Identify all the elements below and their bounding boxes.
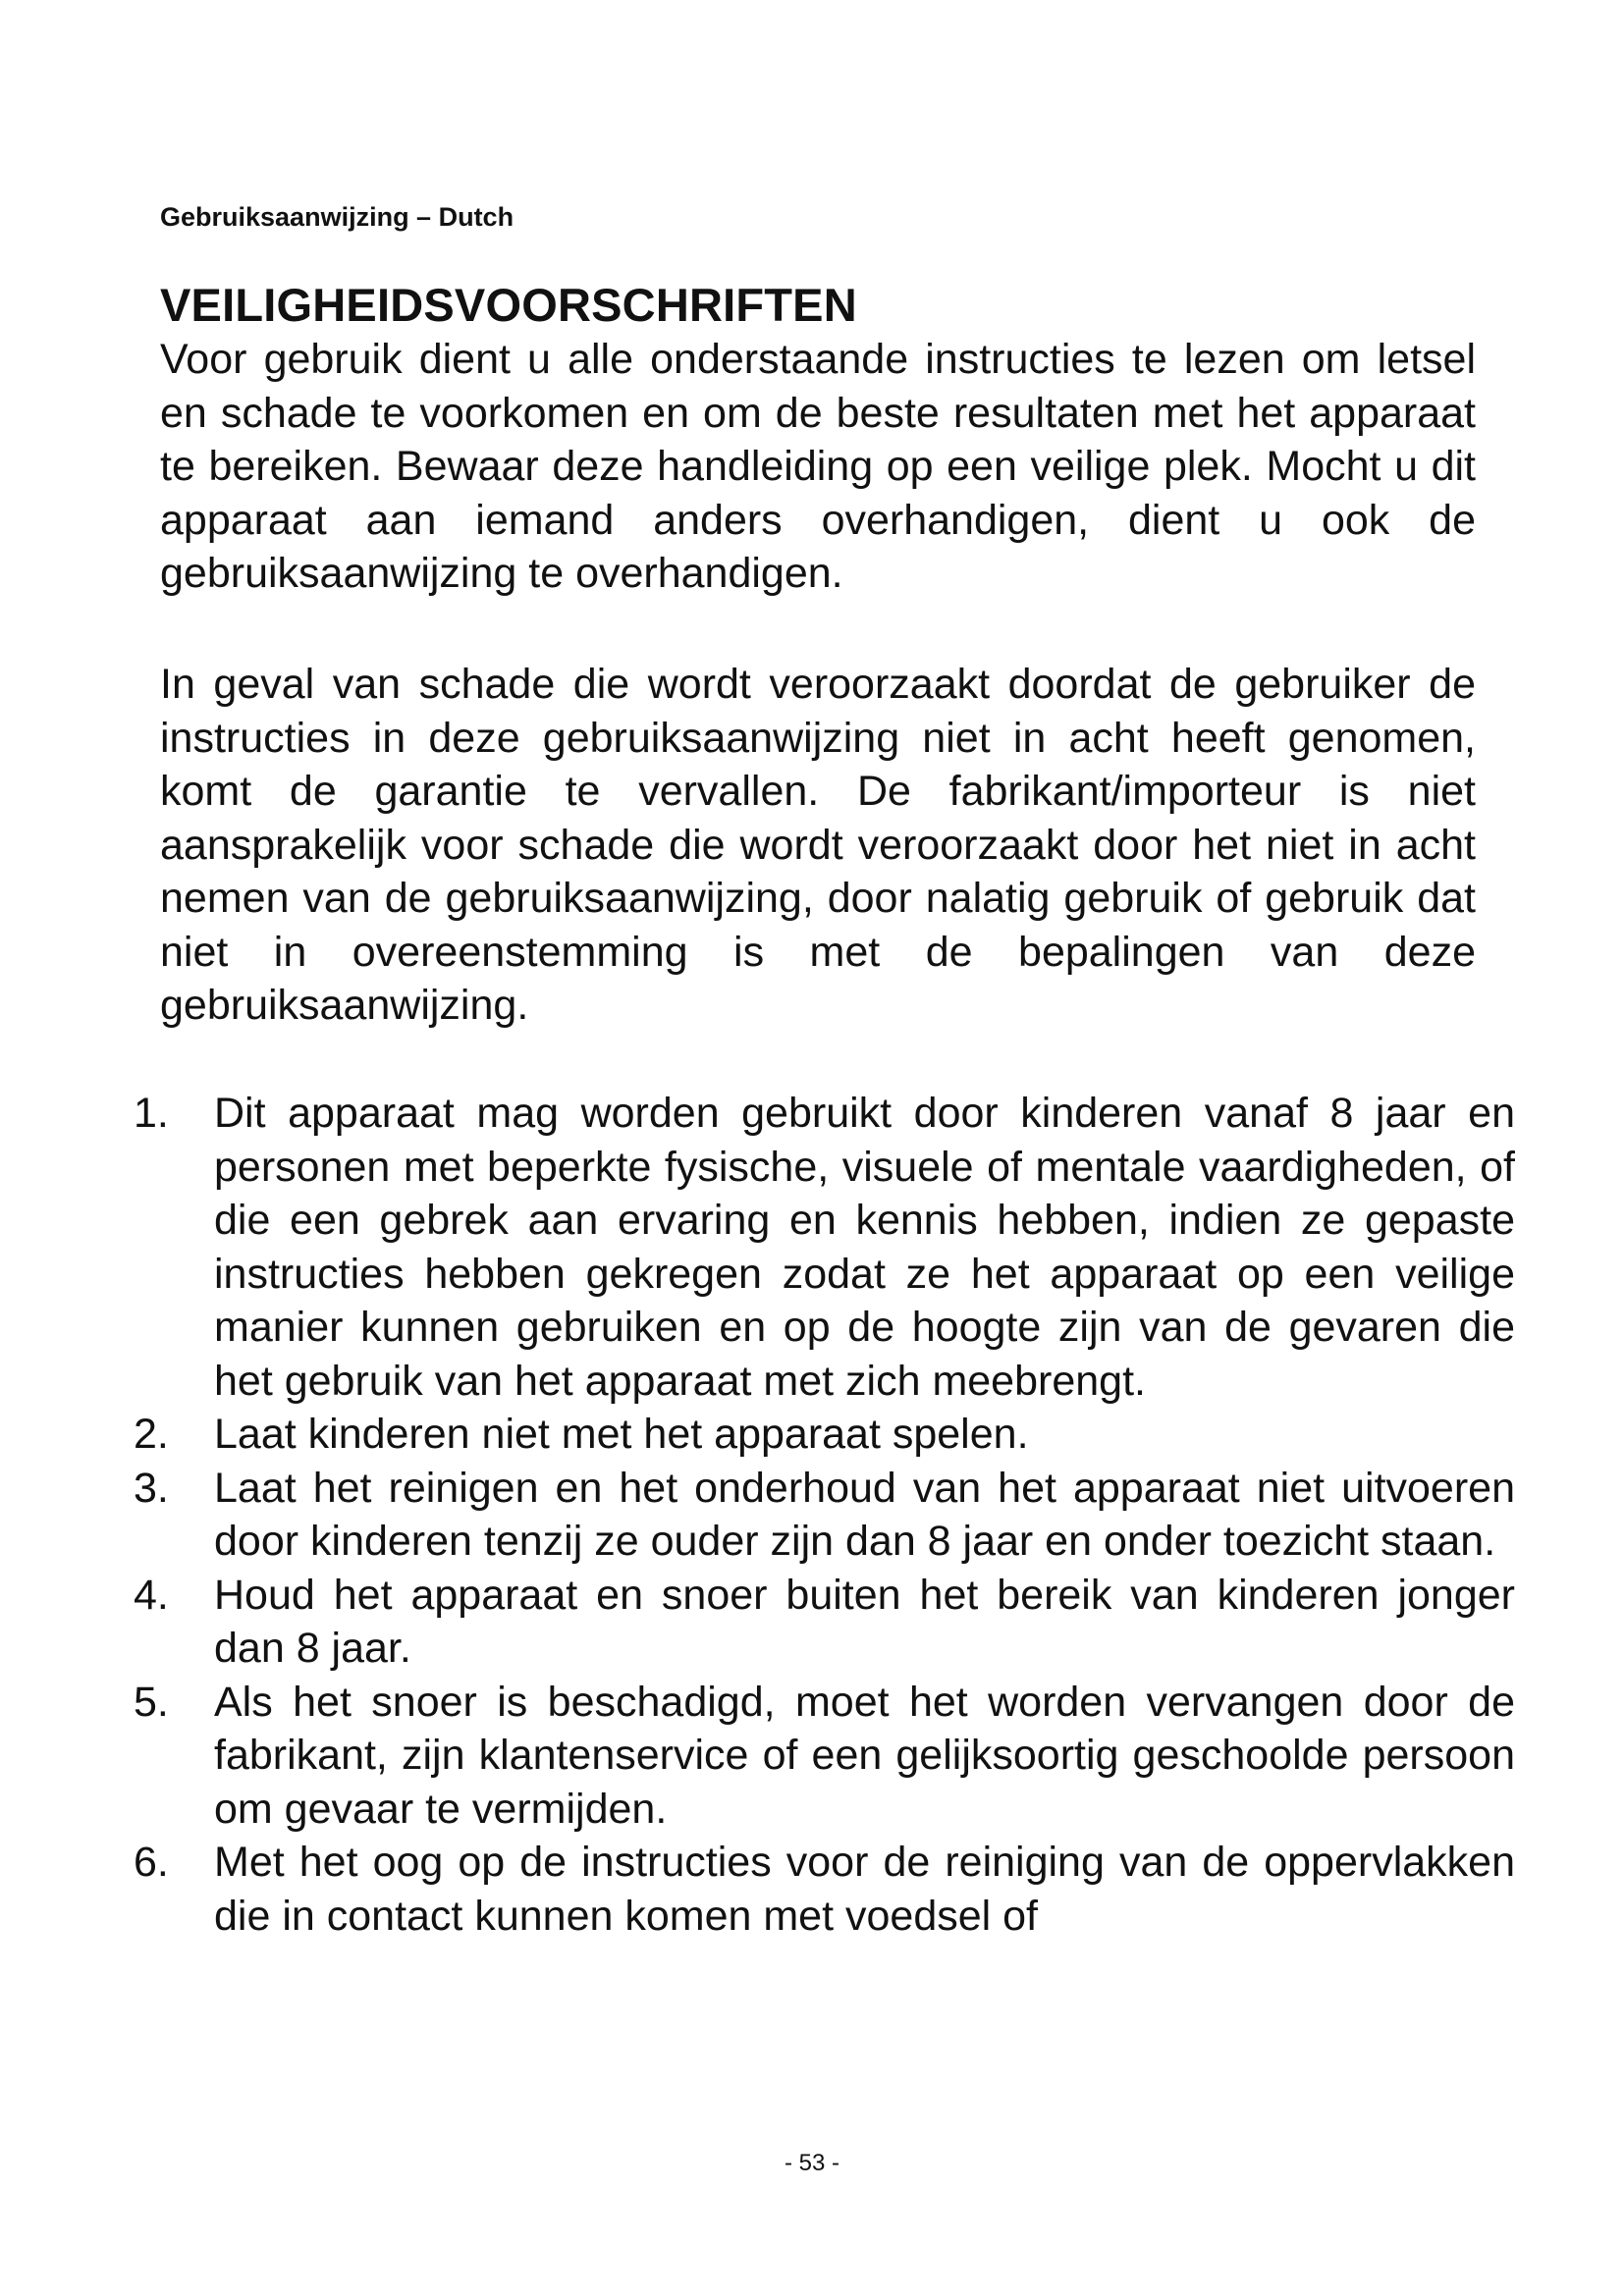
intro-paragraph: Voor gebruik dient u alle onderstaande instructies te lezen om letsel en schade te voorkomen en om de beste resultaten met het apparaat te bereiken. Bewaar deze handleiding op een veilige plek. Mocht u dit apparaat aan iemand anders overhandigen, dient u ook de gebruiksaanwijzing te overhandigen. [160,336,1476,597]
list-item [134,1676,1515,1837]
list-item-text: Met het oog op de instructies voor de reiniging van de oppervlakken die in contact kunnen komen met voedsel of [214,1839,1515,1940]
safety-instructions-list [134,1087,1515,1943]
section-title: VEILIGHEIDSVOORSCHRIFTEN [160,279,857,331]
list-item [134,1569,1515,1676]
list-item-text: Laat kinderen niet met het apparaat spelen. [214,1411,1029,1458]
list-item-number: 3. [134,1464,169,1512]
list-item-number: 6. [134,1839,169,1886]
warranty-paragraph: In geval van schade die wordt veroorzaakt doordat de gebruiker de instructies in deze gebruiksaanwijzing niet in acht heeft genomen, komt de garantie te vervallen. De fabrikant/importeur is niet aansprakelijk voor schade die wordt veroorzaakt door het niet in acht nemen van de gebruiksaanwijzing, door nalatig gebruik of gebruik dat niet in overeenstemming is met de bepalingen van deze gebruiksaanwijzing. [160,661,1476,1029]
list-item-number: 2. [134,1411,169,1458]
list-item [134,1408,1515,1462]
running-header: Gebruiksaanwijzing – Dutch [160,202,514,232]
list-item-number: 4. [134,1571,169,1619]
list-item-text: Laat het reinigen en het onderhoud van het apparaat niet uitvoeren door kinderen tenzij ze ouder zijn dan 8 jaar en onder toezicht staan. [214,1464,1515,1565]
list-item-text: Dit apparaat mag worden gebruikt door kinderen vanaf 8 jaar en personen met beperkte fysische, visuele of mentale vaardigheden, of die een gebrek aan ervaring en kennis hebben, indien ze gepaste instructies hebben gekregen zodat ze het apparaat op een veilige manier kunnen gebruiken en op de hoogte zijn van de gevaren die het gebruik van het apparaat met zich meebrengt. [214,1090,1515,1405]
list-item-number: 5. [134,1678,169,1726]
list-item [134,1462,1515,1569]
list-item [134,1087,1515,1408]
list-item [134,1836,1515,1943]
page-number: - 53 - [784,2150,839,2176]
list-item-text: Houd het apparaat en snoer buiten het bereik van kinderen jonger dan 8 jaar. [214,1571,1515,1672]
list-item-number: 1. [134,1090,169,1137]
list-item-text: Als het snoer is beschadigd, moet het worden vervangen door de fabrikant, zijn klantenservice of een gelijksoortig geschoolde persoon om gevaar te vermijden. [214,1678,1515,1833]
